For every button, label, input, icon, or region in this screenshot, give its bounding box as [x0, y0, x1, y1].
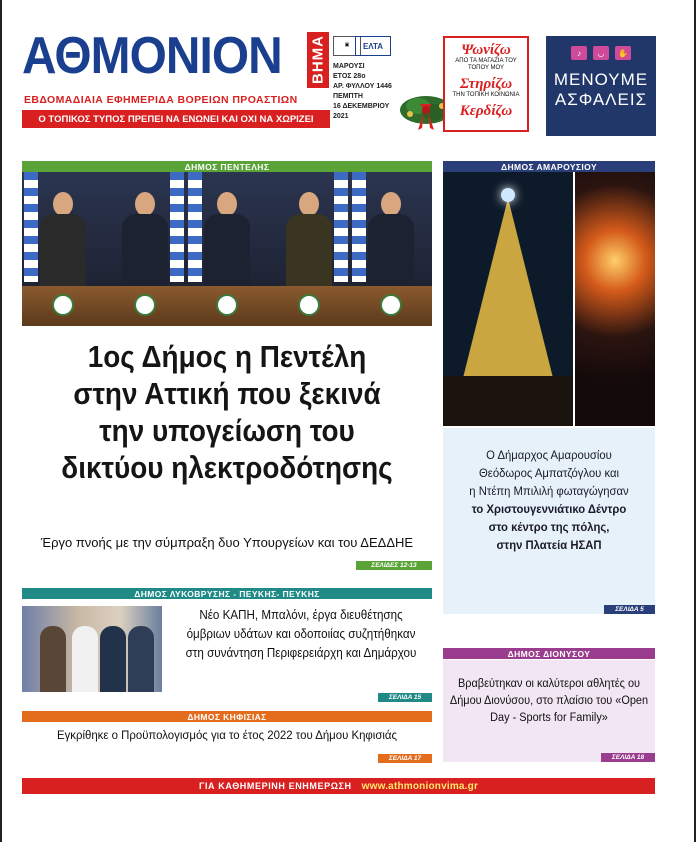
kifisia-story[interactable]: Εγκρίθηκε ο Προϋπολογισμός για το έτος 2022 του Δήμου Κηφισιάς: [56, 728, 398, 742]
ad-line-2: ΑΣΦΑΛΕΙΣ: [554, 90, 648, 109]
meeting-photo: [22, 606, 162, 692]
section-bar-kifisia: ΔΗΜΟΣ ΚΗΦΙΣΙΑΣ: [22, 711, 432, 722]
fireworks-photo: [575, 172, 655, 426]
speaker-photo: [22, 172, 104, 326]
ad-icons: [546, 46, 656, 60]
headline-line: την υπογείωση του: [99, 413, 355, 448]
story-line: στην Πλατεία ΗΣΑΠ: [496, 538, 602, 552]
section-bar-lykovrysi: ΔΗΜΟΣ ΛΥΚΟΒΡΥΣΗΣ - ΠΕΥΚΗΣ- ΠΕΥΚΗΣ: [22, 588, 432, 599]
issue-date: 16 ΔΕΚΕΜΒΡΙΟΥ: [333, 103, 390, 110]
lead-subheadline: Έργο πνοής με την σύμπραξη δυο Υπουργείων και του ΔΕΔΔΗΕ: [40, 535, 414, 550]
elta-logo: ΕΛΤΑ: [355, 36, 391, 56]
stay-safe-ad[interactable]: [546, 36, 656, 136]
ad-word-3: Κερδίζω: [459, 103, 513, 119]
dionysos-story[interactable]: Βραβεύτηκαν οι καλύτεροι αθλητές ου Δήμου Διονύσου, στο πλαίσιο του «Open Day - Sports for Family»: [449, 678, 649, 724]
footer-bar: [22, 778, 655, 794]
story-line: το Χριστουγεννιάτικο Δέντρο: [471, 502, 627, 516]
issue-details: [333, 62, 392, 122]
penteli-photo-strip: [22, 172, 432, 326]
speaker-photo: [268, 172, 350, 326]
page-ref-penteli: ΣΕΛΙΔΕΣ 12-13: [356, 561, 432, 570]
ad-word-2: Στηρίζω: [459, 76, 513, 92]
ad-sub-1: ΑΠΟ ΤΑ ΜΑΓΑΖΙΑ ΤΟΥ ΤΟΠΟΥ ΜΟΥ: [455, 58, 517, 71]
issue-place: ΜΑΡΟΥΣΙ: [333, 63, 365, 70]
newspaper-subtitle: ΕΒΔΟΜΑΔΙΑΙΑ ΕΦΗΜΕΡΙΔΑ ΒΟΡΕΙΩΝ ΠΡΟΑΣΤΙΩΝ: [24, 94, 298, 106]
issue-day: ΠΕΜΠΤΗ: [333, 93, 363, 100]
masthead: [22, 27, 328, 128]
page-ref-marousi: ΣΕΛΙΔΑ 5: [604, 605, 655, 614]
newspaper-vima: ΒΗΜΑ: [307, 32, 329, 88]
speaker-photo: [104, 172, 186, 326]
publisher-logo-icon: ▣: [333, 36, 361, 56]
issue-sheet: ΑΡ. ΦΥΛΛΟΥ 1446: [333, 83, 392, 90]
star-icon: [501, 188, 515, 202]
footer-label: ΓΙΑ ΚΑΘΗΜΕΡΙΝΗ ΕΝΗΜΕΡΩΣΗ: [198, 781, 352, 791]
marousi-story[interactable]: [449, 446, 648, 554]
headline-line: δικτύου ηλεκτροδότησης: [61, 450, 393, 485]
lead-headline[interactable]: [43, 338, 412, 486]
headline-line: στην Αττική που ξεκινά: [73, 376, 381, 411]
headline-line: 1ος Δήμος η Πεντέλη: [87, 339, 367, 374]
mask-icon: ◡: [593, 46, 609, 60]
story-line: Ο Δήμαρχος Αμαρουσίου: [486, 448, 612, 462]
section-bar-marousi: ΔΗΜΟΣ ΑΜΑΡΟΥΣΙΟΥ: [443, 161, 655, 172]
hands-icon: ✋: [615, 46, 631, 60]
page-ref-kifisia: ΣΕΛΙΔΑ 17: [378, 754, 432, 763]
page-ref-dionysos: ΣΕΛΙΔΑ 18: [601, 753, 655, 762]
issue-year-number: 2021: [333, 113, 349, 120]
ad-sub-2: ΤΗΝ ΤΟΠΙΚΗ ΚΟΙΝΩΝΙΑ: [452, 92, 520, 98]
story-line: η Ντέπη Μπιλιλή φωταγώγησαν: [469, 484, 629, 498]
christmas-tree-photo: [443, 172, 573, 426]
story-line: Θεόδωρος Αμπατζόγλου και: [479, 466, 619, 480]
newspaper-title: ΑΘΜΟΝΙΟΝ: [22, 27, 282, 85]
shop-local-ad[interactable]: [443, 36, 529, 132]
section-bar-dionysos: ΔΗΜΟΣ ΔΙΟΝΥΣΟΥ: [443, 648, 655, 659]
speaker-photo: [186, 172, 268, 326]
section-bar-penteli: ΔΗΜΟΣ ΠΕΝΤΕΛΗΣ: [22, 161, 432, 172]
ad-line-1: ΜΕΝΟΥΜΕ: [553, 70, 649, 89]
page-ref-lykovrysi: ΣΕΛΙΔΑ 15: [378, 693, 432, 702]
music-icon: ♪: [571, 46, 587, 60]
ad-word-1: Ψωνίζω: [461, 42, 511, 58]
lykovrysi-story[interactable]: Νέο ΚΑΠΗ, Μπαλόνι, έργα διευθέτησης όμβριων υδάτων και οδοποιίας συζητήθηκαν στη συνάντηση Περιφερειάρχη και Δημάρχου: [185, 608, 417, 660]
issue-year: ΕΤΟΣ 28ο: [333, 73, 366, 80]
story-line: στο κέντρο της πόλης,: [488, 520, 610, 534]
speaker-photo: [350, 172, 432, 326]
marousi-photos: [443, 172, 655, 426]
newspaper-slogan: Ο ΤΟΠΙΚΟΣ ΤΥΠΟΣ ΠΡΕΠΕΙ ΝΑ ΕΝΩΝΕΙ ΚΑΙ ΟΧΙ ΝΑ ΧΩΡΙΖΕΙ: [22, 110, 330, 128]
website-link[interactable]: www.athmonionvima.gr: [361, 780, 479, 792]
